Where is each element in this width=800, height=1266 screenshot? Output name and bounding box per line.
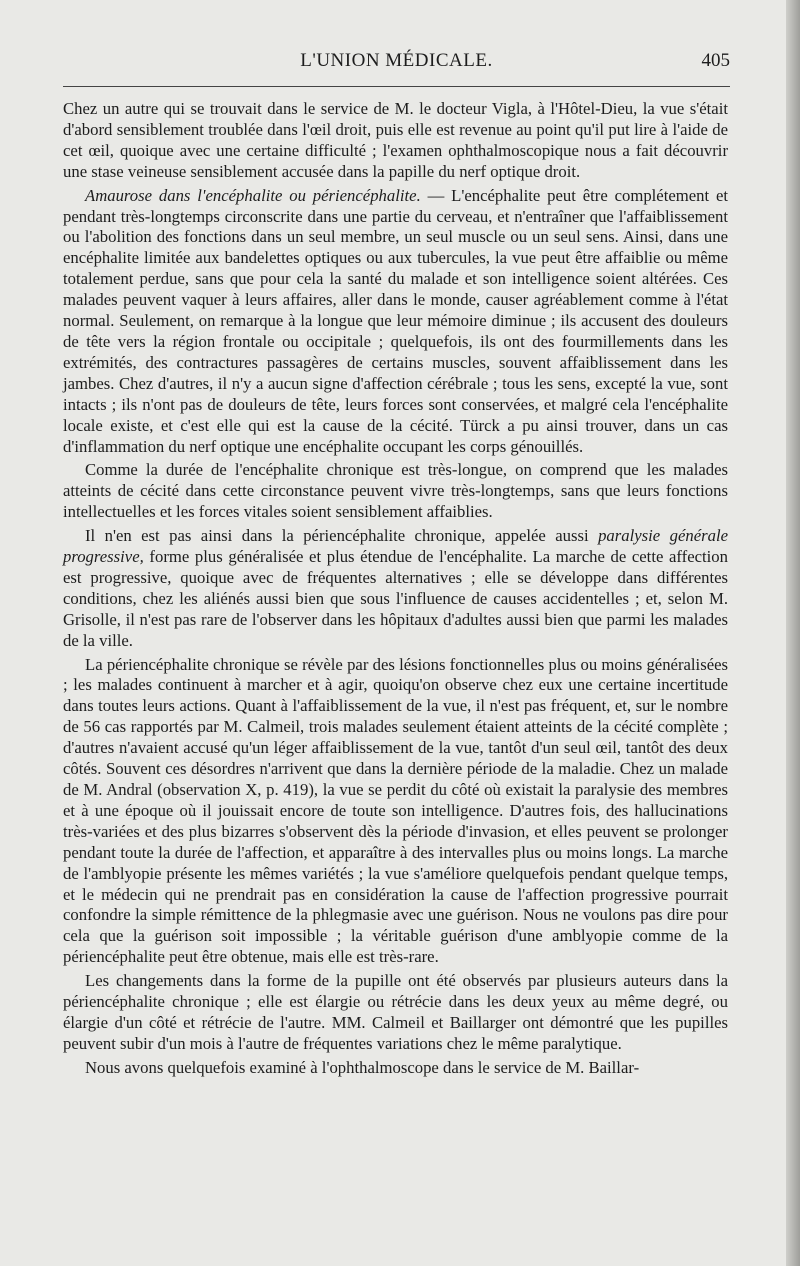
paragraph-4-text: forme plus généralisée et plus étendue de l'encéphalite. La marche de cette affection est progressive, quoique avec de fréquentes alternatives ; elle se développe dans différentes conditions, chez les aliénés aussi bien que sous l'influence de causes accidentelles ; et, selon M. Grisolle, il n'est pas rare de l'observer dans les hôpitaux d'adultes aussi bien que parmi les malades de la ville. [63,547,728,650]
paragraph-1-text: Chez un autre qui se trouvait dans le service de M. le docteur Vigla, à l'Hôtel-Dieu, la vue s'était d'abord sensiblement troublée dans l'œil droit, puis elle est revenue au point qu'il put lire à l'aide de cet œil, quoique avec une certaine difficulté ; l'examen ophthalmoscopique nous a fait découvrir une stase veineuse sensiblement accusée dans la papille du nerf optique droit. [63,99,728,181]
page-edge-shadow [786,0,800,1266]
paragraph-5-text: La périencéphalite chronique se révèle par des lésions fonctionnelles plus ou moins généralisées ; les malades continuent à marcher et à agir, quoiqu'on observe chez eux une certaine incertitude dans toutes leurs actions. Quant à l'affaiblissement de la vue, il n'est pas fréquent, et, sur le nombre de 56 cas rapportés par M. Calmeil, trois malades seulement étaient atteints de la cécité complète ; d'autres n'avaient accusé qu'un léger affaiblissement de la vue, tantôt d'un seul œil, tantôt des deux côtés. Souvent ces désordres n'arrivent que dans la dernière période de la maladie. Chez un malade de M. Andral (observation X, p. 419), la vue se perdit du côté où existait la paralysie des membres et à une époque où il jouissait encore de toute son intelligence. D'autres fois, des hallucinations très-variées et des plus bizarres s'observent dès la période d'invasion, et elles peuvent se prolonger pendant toute la durée de l'affection, et apparaître à des intervalles plus ou moins longs. La marche de l'amblyopie présente les mêmes variétés ; la vue s'améliore quelquefois pendant quelque temps, et le médecin qui ne prendrait pas en considération la cause de l'affection progressive pourrait confondre la simple rémittence de la phlegmasie avec une guérison. Nous ne voulons pas dire pour cela que la guérison soit impossible ; la véritable guérison d'une amblyopie comme de la périencéphalite peut être obtenue, mais elle est très-rare. [63,654,728,967]
paragraph-1 [63,99,728,183]
paragraph-6 [63,971,728,1055]
paragraph-5 [63,655,728,969]
paragraph-2 [63,186,728,458]
paragraph-3-text: Comme la durée de l'encéphalite chronique est très-longue, on comprend que les malades atteints de cécité dans cette circonstance peuvent vivre très-longtemps, sans que leurs fonctions intellectuelles et les forces vitales soient sensiblement affaiblies. [63,460,728,522]
running-title: L'UNION MÉDICALE. [300,50,493,71]
paragraph-7-text: Nous avons quelquefois examiné à l'ophthalmoscope dans le service de M. Baillar- [85,1057,640,1077]
article-body [63,99,728,1082]
paragraph-4-before: Il n'en est pas ainsi dans la périencéphalite chronique, appelée aussi [85,526,599,546]
paragraph-3 [63,460,728,523]
page-header [63,50,730,78]
header-rule [63,86,730,87]
section-heading-amaurose: Amaurose dans l'encéphalite ou périencéphalite. [85,185,421,205]
paragraph-2-text: — L'encéphalite peut être complétement et pendant très-longtemps circonscrite dans une partie du cerveau, et n'entraîner que l'affaiblissement ou l'abolition des fonctions dans un seul membre, un seul muscle ou un seul sens. Ainsi, dans une encéphalite limitée aux bandelettes optiques ou aux tubercules, la vue peut être affaiblie ou même totalement perdue, sans que pour cela la santé du malade et son intelligence soient altérées. Ces malades peuvent vaquer à leurs affaires, aller dans le monde, causer agréablement comme à l'état normal. Seulement, on remarque à la longue que leur mémoire diminue ; ils accusent des douleurs de tête vers la région frontale ou occipitale ; quelquefois, ils ont des fourmillements dans les extrémités, des contractures passagères de certains muscles, souvent affaiblissement dans les jambes. Chez d'autres, il n'y a aucun signe d'affection cérébrale ; tous les sens, excepté la vue, sont intacts ; ils n'ont pas de douleurs de tête, leurs forces sont conservées, et malgré cela l'encéphalite locale existe, et c'est elle qui est la cause de la cécité. Türck a pu ainsi trouver, dans un cas d'inflammation du nerf optique une encéphalite occupant les corps génouillés. [63,185,729,456]
term-paralysie-generale: paralysie générale progressive, [63,526,728,567]
paragraph-7 [63,1058,728,1079]
paragraph-6-text: Les changements dans la forme de la pupille ont été observés par plusieurs auteurs dans la périencéphalite chronique ; elle est élargie ou rétrécie dans les deux yeux au même degré, ou élargie d'un côté et rétrécie de l'autre. MM. Calmeil et Baillarger ont démontré que les pupilles peuvent subir d'un mois à l'autre de fréquentes variations chez le même paralytique. [63,971,728,1053]
paragraph-4 [63,526,728,651]
page-number: 405 [701,50,730,71]
